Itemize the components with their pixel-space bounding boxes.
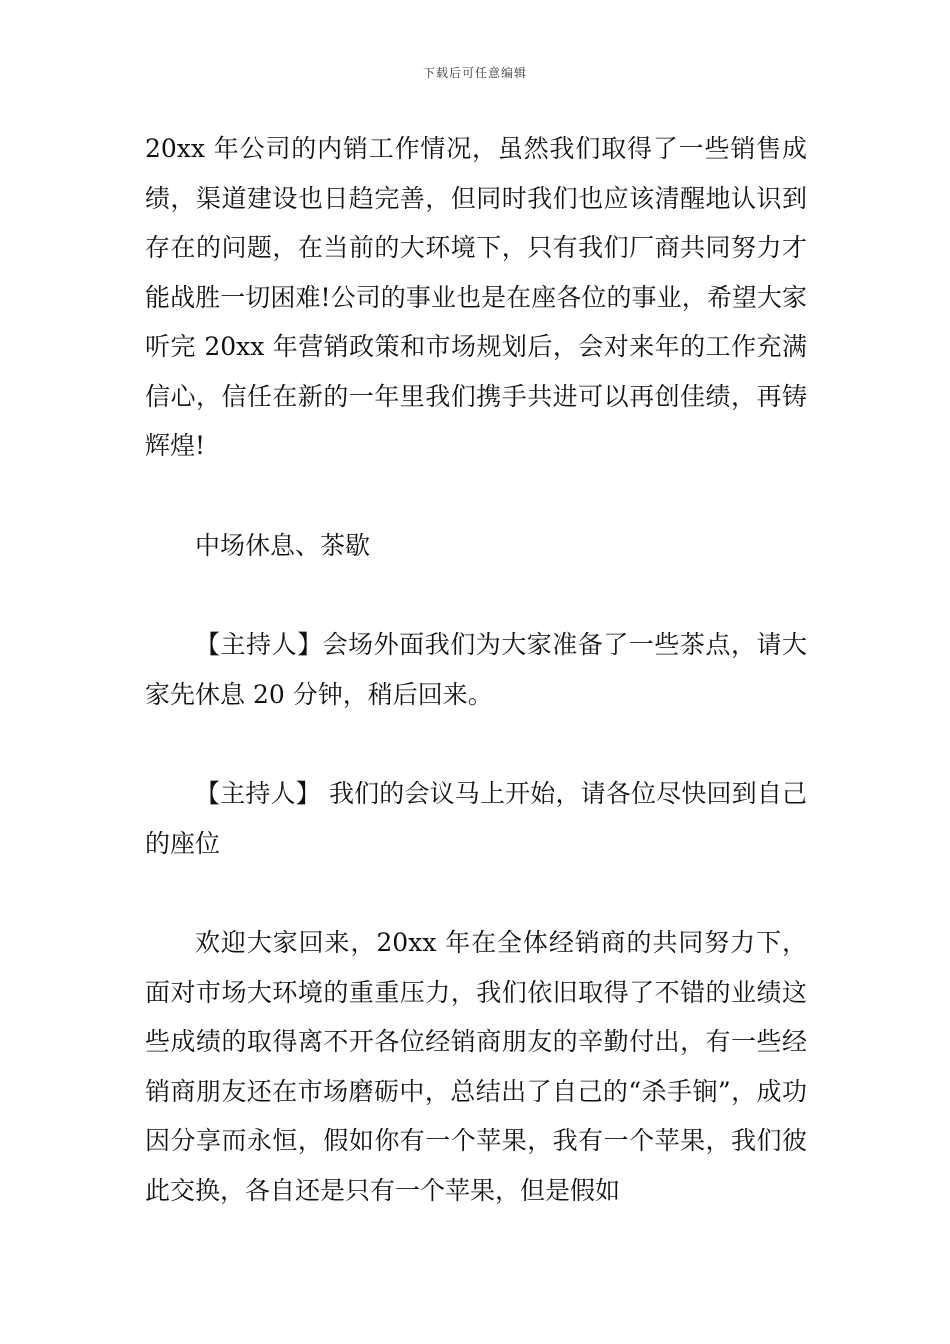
page-header: 下载后可任意编辑	[422, 66, 527, 80]
paragraph-summary: 20xx 年公司的内销工作情况，虽然我们取得了一些销售成绩，渠道建设也日趋完善，但同时我们也应该清醒地认识到存在的问题，在当前的大环境下，只有我们厂商共同努力才能战胜一切困难!公司的事业也是在座各位的事业，希望大家听完 20xx 年营销政策和市场规划后，会对来年的工作充满信心，信任在新的一年里我们携手共进可以再创佳绩，再铸辉煌!	[145, 134, 807, 460]
paragraph-welcome-back: 欢迎大家回来，20xx 年在全体经销商的共同努力下，面对市场大环境的重重压力，我们依旧取得了不错的业绩这些成绩的取得离不开各位经销商朋友的辛勤付出，有一些经销商朋友还在市场磨砺中，总结出了自己的“杀手锏”，成功因分享而永恒，假如你有一个苹果，我有一个苹果，我们彼此交换，各自还是只有一个苹果，但是假如	[145, 928, 807, 1205]
paragraph-host-break: 【主持人】会场外面我们为大家准备了一些茶点，请大家先休息 20 分钟，稍后回来。	[145, 630, 807, 709]
paragraph-break-notice: 中场休息、茶歇	[195, 530, 371, 560]
paragraph-host-resume: 【主持人】 我们的会议马上开始，请各位尽快回到自己的座位	[145, 779, 807, 858]
document-body	[145, 124, 807, 1215]
